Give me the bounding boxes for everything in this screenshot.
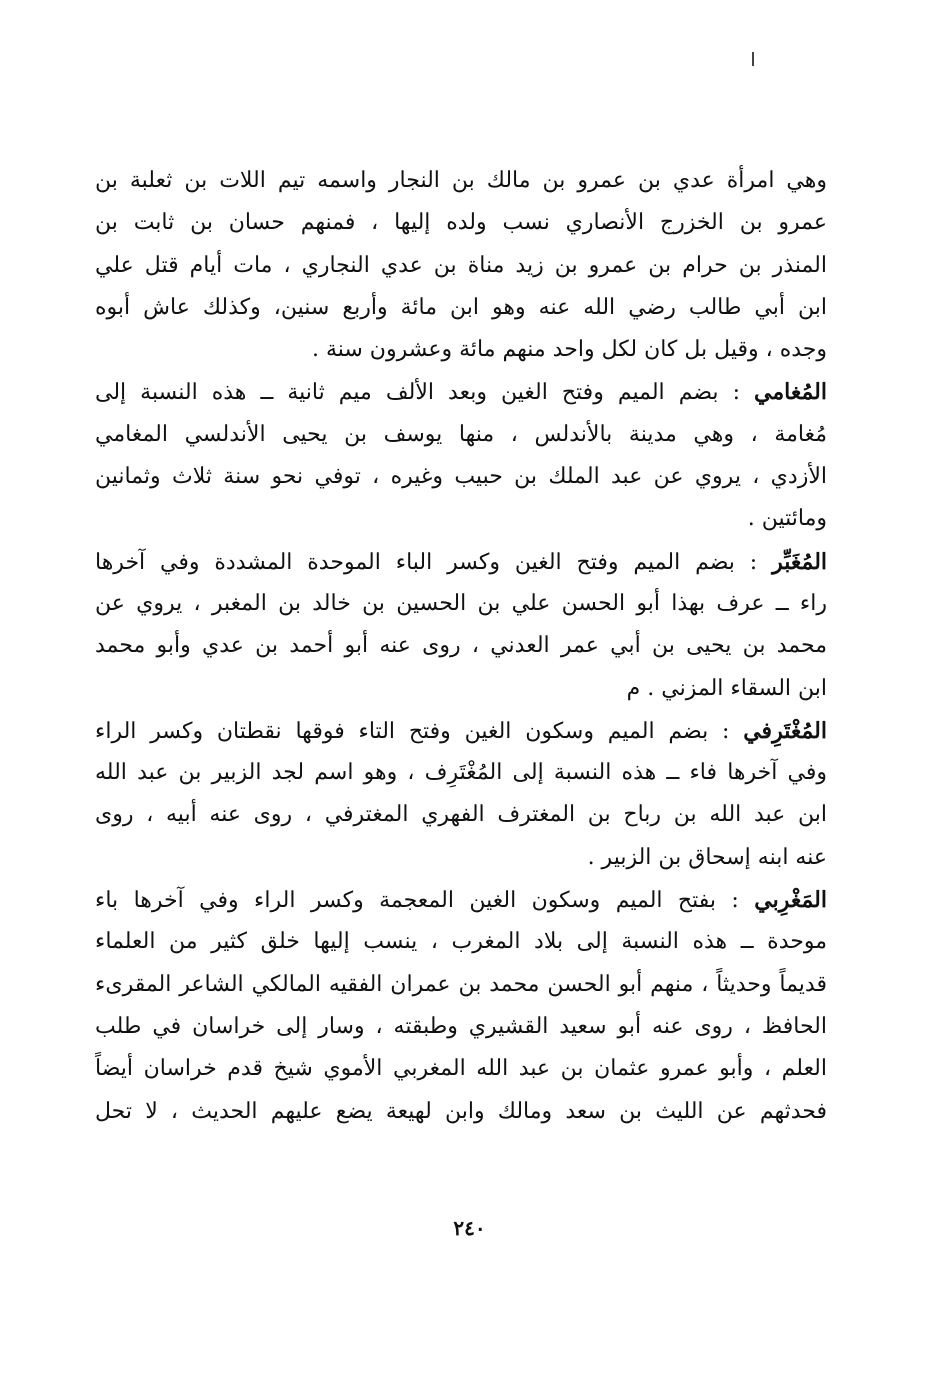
- text-line: [95, 710, 827, 752]
- line-text: موحدة ــ هذه النسبة إلى بلاد المغرب ، ينسب إليها خلق كثير من العلماء: [95, 929, 827, 955]
- line-text: محمد بن يحيى بن أبي عمر العدني ، روى عنه أبو أحمد بن عدي وأبو محمد: [95, 633, 827, 659]
- text-line: [95, 329, 827, 371]
- line-text: عمرو بن الخزرج الأنصاري نسب ولده إليها ، فمنهم حسان بن ثابت بن: [95, 210, 827, 236]
- line-text: : بضم الميم وفتح الغين وبعد الألف ميم ثانية ــ هذه النسبة إلى: [95, 380, 755, 406]
- line-text: وفي آخرها فاء ــ هذه النسبة إلى المُغْتَرِف ، وهو اسم لجد الزبير بن عبد الله: [95, 760, 827, 786]
- line-text: قديماً وحديثاً ، منهم أبو الحسن محمد بن عمران الفقيه المالكي الشاعر المقرىء: [95, 971, 827, 997]
- entry-heading: المَغْرِبي: [754, 887, 827, 914]
- line-text: المنذر بن حرام بن عمرو بن زيد مناة بن عدي النجاري ، مات أيام قتل علي: [95, 252, 827, 278]
- text-line: [95, 160, 827, 202]
- text-line: [95, 1048, 827, 1090]
- line-text: : بضم الميم وفتح الغين وكسر الباء الموحدة المشددة وفي آخرها: [95, 549, 773, 575]
- text-line: [95, 794, 827, 836]
- text-line: [95, 498, 827, 540]
- line-text: عنه ابنه إسحاق بن الزبير .: [587, 844, 827, 870]
- line-text: مُغامة ، وهي مدينة بالأندلس ، منها يوسف بن يحيى الأندلسي المغامي: [95, 421, 827, 447]
- line-text: الأزدي ، يروي عن عبد الملك بن حبيب وغيره ، توفي نحو سنة ثلاث وثمانين: [95, 464, 827, 490]
- text-line: [95, 287, 827, 329]
- text-line: [95, 837, 827, 879]
- text-line: [95, 245, 827, 287]
- text-line: [95, 668, 827, 710]
- text-line: [95, 456, 827, 498]
- line-text: فحدثهم عن الليث بن سعد ومالك وابن لهيعة يضع عليهم الحديث ، لا تحل: [95, 1098, 827, 1124]
- text-line: [95, 752, 827, 794]
- line-text: ومائتين .: [747, 506, 827, 532]
- line-text: ابن عبد الله بن رباح بن المغترف الفهري المغترفي ، روى عنه أبيه ، روى: [95, 802, 827, 828]
- text-line: [95, 964, 827, 1006]
- text-line: [95, 1006, 827, 1048]
- text-line: [95, 879, 827, 921]
- line-text: : بفتح الميم وسكون الغين المعجمة وكسر الراء وفي آخرها باء: [95, 888, 755, 914]
- entry-heading: المُغْتَرِفي: [743, 717, 827, 744]
- line-text: ابن أبي طالب رضي الله عنه وهو ابن مائة وأربع سنين، وكذلك عاش أبوه: [95, 294, 827, 320]
- page-body-text: [95, 160, 827, 1133]
- text-line: [95, 1091, 827, 1133]
- text-line: [95, 625, 827, 667]
- line-text: : بضم الميم وسكون الغين وفتح التاء فوقها نقطتان وكسر الراء: [95, 718, 744, 744]
- entry-heading: المُغَبِّر: [772, 548, 827, 575]
- text-line: [95, 414, 827, 456]
- line-text: راء ــ عرف بهذا أبو الحسن علي بن الحسين بن خالد بن المغبر ، يروي عن: [95, 590, 827, 616]
- line-text: العلم ، وأبو عمرو عثمان بن عبد الله المغربي الأموي شيخ قدم خراسان أيضاً: [95, 1056, 827, 1082]
- text-line: [95, 921, 827, 963]
- entry-heading: المُغامي: [754, 379, 827, 406]
- line-text: الحافظ ، روى عنه أبو سعيد القشيري وطبقته ، وسار إلى خراسان في طلب: [95, 1013, 827, 1039]
- line-text: وهي امرأة عدي بن عمرو بن مالك بن النجار واسمه تيم اللات بن ثعلبة بن: [95, 168, 827, 193]
- line-text: وجده ، وقيل بل كان لكل واحد منهم مائة وعشرون سنة .: [311, 337, 827, 363]
- line-text: ابن السقاء المزني . م: [626, 675, 827, 701]
- text-line: [95, 583, 827, 625]
- scan-mark: [752, 52, 754, 66]
- text-line: [95, 541, 827, 583]
- text-line: [95, 371, 827, 413]
- page-number: ٢٤٠: [453, 1216, 486, 1240]
- text-line: [95, 202, 827, 244]
